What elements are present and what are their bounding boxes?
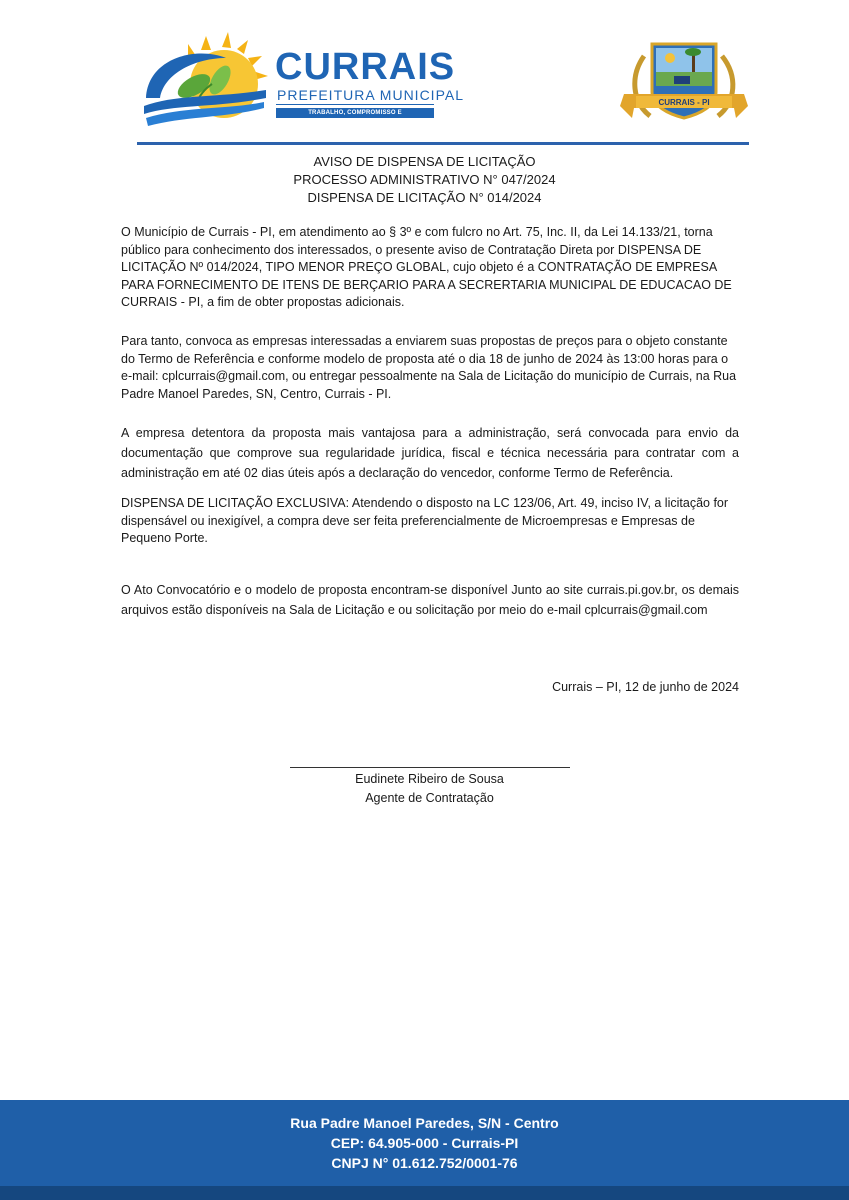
title-line-2: PROCESSO ADMINISTRATIVO N° 047/2024 bbox=[293, 172, 556, 187]
document-date: Currais – PI, 12 de junho de 2024 bbox=[552, 680, 739, 694]
svg-text:CURRAIS - PI: CURRAIS - PI bbox=[658, 98, 710, 107]
footer-line-3: CNPJ N° 01.612.752/0001-76 bbox=[331, 1155, 518, 1171]
footer-address bbox=[0, 1113, 849, 1173]
paragraph-text: O Ato Convocatório e o modelo de proposta encontram-se disponível Junto ao site currais.pi.gov.br, os demais arquivos estão disponíveis na Sala de Licitação e ou solicitação por meio do e-mail cplcurrais@gmail.com bbox=[121, 583, 739, 617]
brand-rule bbox=[276, 104, 434, 105]
footer-stripe bbox=[0, 1186, 849, 1200]
footer-line-2: CEP: 64.905-000 - Currais-PI bbox=[330, 1135, 519, 1151]
municipal-seal-icon bbox=[616, 36, 752, 134]
paragraph-proposals bbox=[121, 333, 739, 403]
brand-subtitle: PREFEITURA MUNICIPAL bbox=[277, 87, 464, 103]
brand-name: CURRAIS bbox=[275, 46, 456, 88]
paragraph-winner bbox=[121, 423, 739, 483]
header-divider bbox=[137, 142, 749, 145]
document-title bbox=[0, 153, 849, 207]
footer-line-1: Rua Padre Manoel Paredes, S/N - Centro bbox=[290, 1115, 559, 1131]
title-line-1: AVISO DE DISPENSA DE LICITAÇÃO bbox=[313, 154, 536, 169]
signer-name: Eudinete Ribeiro de Sousa bbox=[355, 772, 504, 786]
letterhead bbox=[0, 0, 849, 150]
paragraph-availability bbox=[121, 580, 739, 620]
paragraph-exclusive bbox=[121, 495, 739, 548]
signer-role: Agente de Contratação bbox=[365, 791, 494, 805]
paragraph-text: A empresa detentora da proposta mais vantajosa para a administração, será convocada para envio da documentação que comprove sua regularidade jurídica, fiscal e técnica necessária para contratar com a administração em até 02 dias úteis após a declaração do vencedor, conforme Termo de Referência. bbox=[121, 426, 739, 480]
title-line-3: DISPENSA DE LICITAÇÃO N° 014/2024 bbox=[307, 190, 542, 205]
paragraph-text: O Município de Currais - PI, em atendimento ao § 3º e com fulcro no Art. 75, Inc. II, da Lei 14.133/21, torna público para conhecimento dos interessados, o presente aviso de Contratação Direta por DISPENSA DE LICITAÇÃO Nº 014/2024, TIPO MENOR PREÇO GLOBAL, cujo objeto é a CONTRATAÇÃO DE EMPRESA PARA FORNECIMENTO DE ITENS DE BERÇARIO PARA A SECRERTARIA MUNICIPAL DE EDUCACAO DE CURRAIS - PI, a fim de obter propostas adicionais. bbox=[121, 225, 732, 309]
signature-line bbox=[290, 767, 570, 768]
paragraph-text: DISPENSA DE LICITAÇÃO EXCLUSIVA: Atendendo o disposto na LC 123/06, Art. 49, inciso IV, a licitação for dispensável ou inexigível, a compra deve ser feita preferencialmente de Microempresas e Empresas de Pequeno Porte. bbox=[121, 496, 729, 545]
brand-tagline: TRABALHO, COMPROMISSO E RESPONSABILIDADE bbox=[276, 108, 434, 118]
paragraph-notice bbox=[121, 224, 739, 312]
signature-block bbox=[0, 770, 849, 808]
paragraph-text: Para tanto, convoca as empresas interessadas a enviarem suas propostas de preços para o objeto constante do Termo de Referência e conforme modelo de proposta até o dia 18 de junho de 2024 às 13:00 horas para o e-mail: cplcurrais@gmail.com, ou entregar pessoalmente na Sala de Licitação do município de Currais, na Rua Padre Manoel Paredes, SN, Centro, Currais - PI. bbox=[121, 334, 737, 401]
